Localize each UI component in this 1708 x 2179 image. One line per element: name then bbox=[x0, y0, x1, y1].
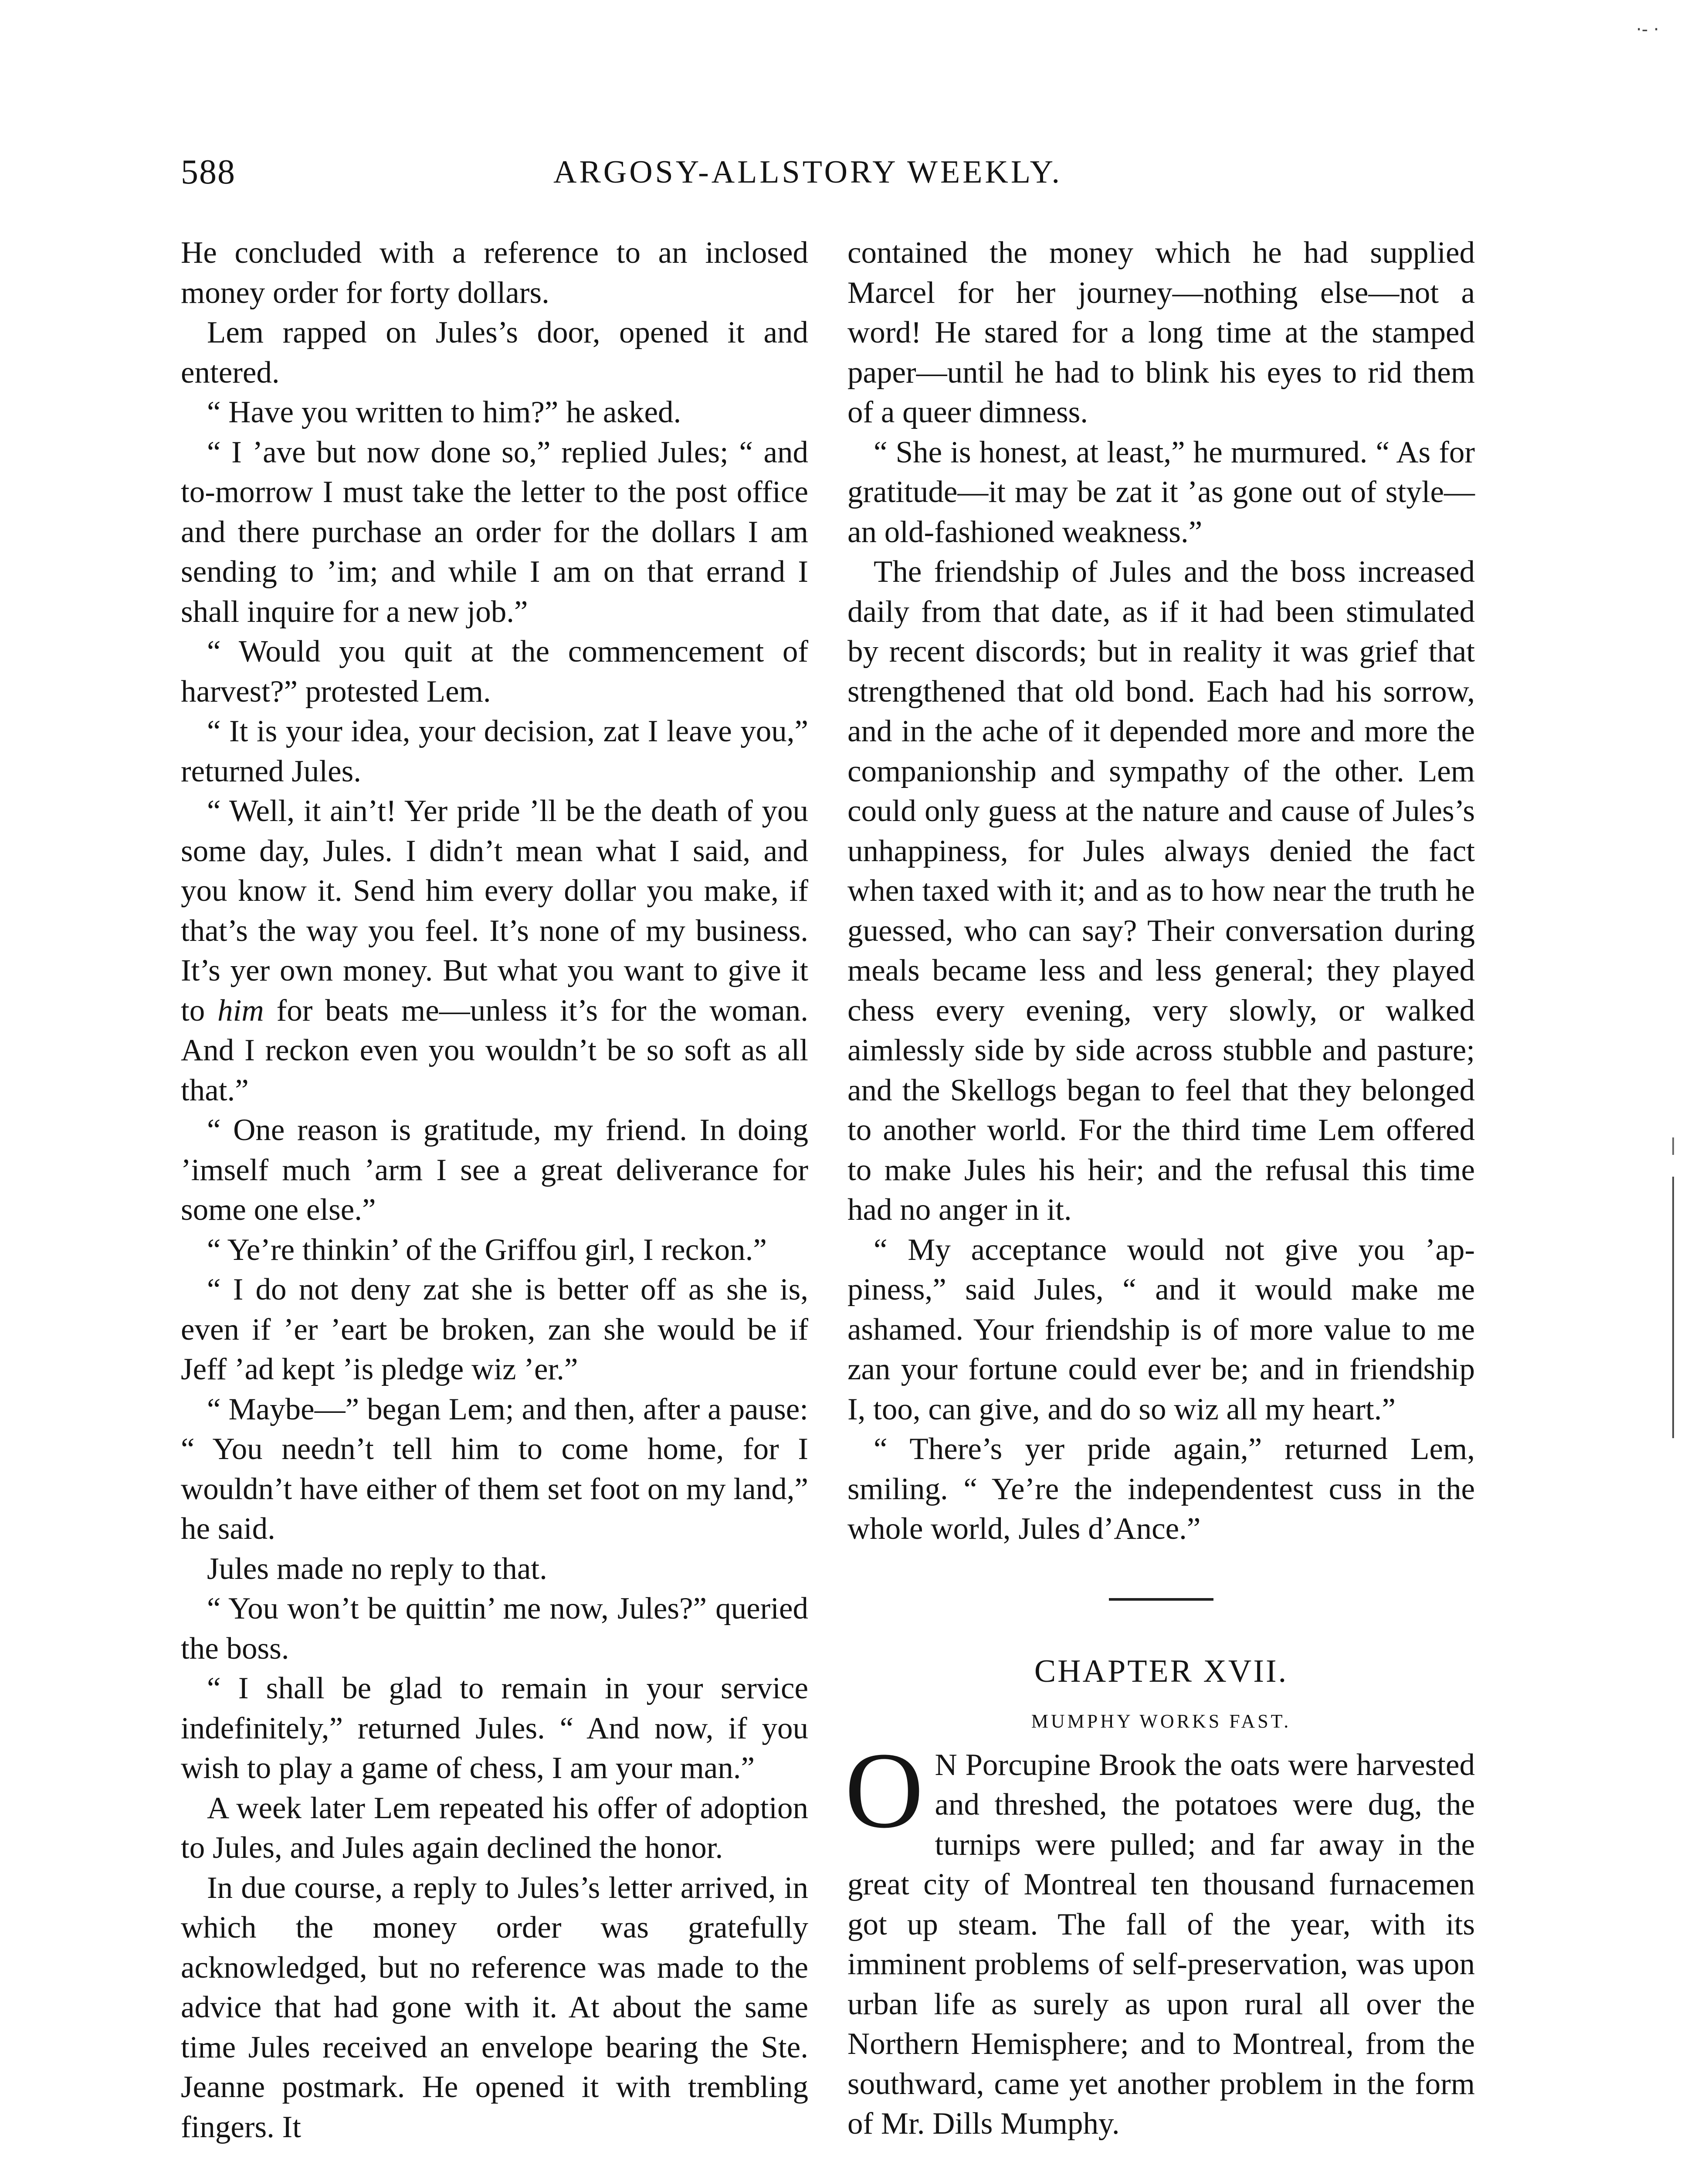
chapter-opening-paragraph bbox=[845, 1730, 1475, 2144]
chapter-subtitle: MUMPHY WORKS FAST. bbox=[1031, 1710, 1291, 1732]
drop-cap: O bbox=[845, 1730, 924, 1851]
left-column bbox=[181, 233, 808, 2147]
paragraph: “ Have you written to him?” he asked. bbox=[207, 395, 681, 429]
chapter-heading: CHAPTER XVII. bbox=[1034, 1653, 1288, 1689]
paragraph: A week later Lem repeated his offer of adoption to Jules, and Jules again declined the honor. bbox=[181, 1791, 808, 1865]
corner-scan-mark: ·- · bbox=[1636, 20, 1659, 40]
paragraph: In due course, a reply to Jules’s letter arrived, in which the money order was gratefully acknowledged, but no reference was made to the advice that had gone with it. At about the same time Jules received an envelope bearing the Ste. Jeanne postmark. He opened it with trembling fingers. It bbox=[181, 1870, 808, 2144]
paragraph: Jules made no reply to that. bbox=[207, 1551, 547, 1586]
margin-line bbox=[1672, 1177, 1674, 1438]
margin-mark bbox=[1672, 1137, 1674, 1155]
paragraph: “ My acceptance would not give you ’appiness,” said Jules, “ and it would make me ashamed. Your friendship is of more value to me zan your fortune could ever be; and in friendship I, too, can give, and do so wiz all my heart.” bbox=[847, 1232, 1475, 1426]
running-header bbox=[0, 150, 1708, 207]
chapter-opening-text: N Porcupine Brook the oats were harvested and threshed, the potatoes were dug, the turnips were pulled; and far away in the great city of Montreal ten thousand furnacemen got up steam. The fall of the year, with its imminent problems of self-preservation, was upon urban life as surely as upon rural all over the Northern Hemisphere; and to Montreal, from the southward, came yet another problem in the form of Mr. Dills Mumphy. bbox=[847, 1748, 1475, 2141]
emphasized-word: him bbox=[217, 993, 264, 1028]
paragraph: “ Maybe—” began Lem; and then, after a pause: “ You needn’t tell him to come home, for I wouldn’t have either of them set foot on my land,” he said. bbox=[181, 1392, 808, 1546]
paragraph: “ I shall be glad to remain in your service indefinitely,” returned Jules. “ And now, if you wish to play a game of chess, I am your man.” bbox=[181, 1671, 808, 1785]
paragraph: “ Ye’re thinkin’ of the Griffou girl, I reckon.” bbox=[207, 1232, 767, 1267]
paragraph: “ Well, it ain’t! Yer pride ’ll be the death of you some day, Jules. I didn’t mean what I said, and you know it. Send him every dollar you make, if that’s the way you feel. It’s none of my business. It’s yer own money. But what you want to give it to him for beats me—unless it’s for the woman. And I reckon even you wouldn’t be so soft as all that.” bbox=[181, 794, 808, 1107]
section-divider bbox=[1109, 1598, 1213, 1601]
paragraph: “ It is your idea, your decision, zat I leave you,” returned Jules. bbox=[181, 714, 808, 788]
paragraph: contained the money which he had supplied Marcel for her journey—nothing else—not a word! He stared for a long time at the stamped paper—until he had to blink his eyes to rid them of a queer dimness. bbox=[847, 236, 1475, 429]
paragraph: “ I ’ave but now done so,” replied Jules; “ and to-morrow I must take the letter to the post office and there purchase an order for the dollars I am sending to ’im; and while I am on that errand I shall inquire for a new job.” bbox=[181, 435, 808, 629]
page-number: 588 bbox=[181, 153, 236, 191]
paragraph: “ Would you quit at the commencement of harvest?” protested Lem. bbox=[181, 635, 808, 709]
right-column bbox=[847, 233, 1475, 2144]
paragraph: “ I do not deny zat she is better off as she is, even if ’er ’eart be broken, zan she would be if Jeff ’ad kept ’is pledge wiz ’er.” bbox=[181, 1273, 808, 1386]
paragraph: “ You won’t be quittin’ me now, Jules?” queried the boss. bbox=[181, 1592, 808, 1666]
paragraph: “ One reason is gratitude, my friend. In doing ’imself much ’arm I see a great deliverance for some one else.” bbox=[181, 1113, 808, 1227]
paragraph: He concluded with a reference to an inclosed money order for forty dollars. bbox=[181, 236, 808, 310]
paragraph: Lem rapped on Jules’s door, opened it and entered. bbox=[181, 316, 808, 390]
paragraph: “ She is honest, at least,” he murmured. “ As for gratitude—it may be zat it ’as gone out of style—an old-fashioned weakness.” bbox=[847, 435, 1475, 549]
magazine-title: ARGOSY-ALLSTORY WEEKLY. bbox=[553, 154, 1063, 190]
paragraph: The friendship of Jules and the boss increased daily from that date, as if it had been stimulated by recent discords; but in reality it was grief that strengthened that old bond. Each had his sorrow, and in the ache of it depended more and more the companionship and sympathy of the other. Lem could only guess at the nature and cause of Jules’s unhappiness, for Jules always denied the fact when taxed with it; and as to how near the truth he guessed, who can say? Their conversation during meals became less and less general; they played chess every evening, very slowly, or walked aimlessly side by side across stubble and pasture; and the Skellogs began to feel that they belonged to another world. For the third time Lem offered to make Jules his heir; and the refusal this time had no anger in it. bbox=[847, 555, 1475, 1227]
paragraph: “ There’s yer pride again,” returned Lem, smiling. “ Ye’re the independentest cuss in the whole world, Jules d’Ance.” bbox=[847, 1432, 1475, 1546]
